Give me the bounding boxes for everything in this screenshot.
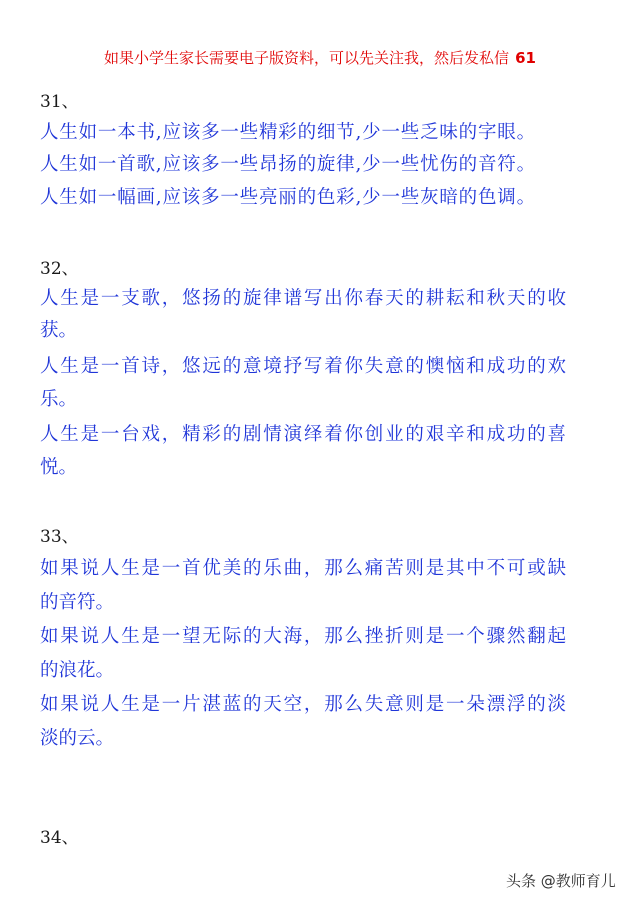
section-31-line-3: 人生如一幅画,应该多一些亮丽的色彩,少一些灰暗的色调。 — [40, 187, 536, 208]
section-number-32: 32、 — [40, 259, 79, 279]
section-32-line-3: 人生是一首诗，悠远的意境抒写着你失意的懊恼和成功的欢 — [40, 356, 568, 377]
section-number-34: 34、 — [40, 828, 79, 848]
section-31-line-2: 人生如一首歌,应该多一些昂扬的旋律,少一些忧伤的音符。 — [40, 154, 536, 175]
section-32-line-5: 人生是一台戏，精彩的剧情演绎着你创业的艰辛和成功的喜 — [40, 424, 568, 445]
section-number-33: 33、 — [40, 527, 79, 547]
header-notice — [0, 47, 640, 69]
section-32-line-1: 人生是一支歌，悠扬的旋律谱写出你春天的耕耘和秋天的收 — [40, 288, 568, 309]
section-33-line-4: 的浪花。 — [40, 660, 115, 681]
section-33-line-6: 淡的云。 — [40, 728, 115, 749]
section-33-line-3: 如果说人生是一望无际的大海，那么挫折则是一个骤然翻起 — [40, 626, 568, 647]
header-text: 如果小学生家长需要电子版资料，可以先关注我，然后发私信 — [104, 49, 510, 67]
section-number-31: 31、 — [40, 92, 79, 112]
section-33-line-5: 如果说人生是一片湛蓝的天空，那么失意则是一朵漂浮的淡 — [40, 694, 568, 715]
section-32-line-6: 悦。 — [40, 457, 78, 478]
section-31-line-1: 人生如一本书,应该多一些精彩的细节,少一些乏味的字眼。 — [40, 122, 536, 143]
page-number: 61 — [515, 49, 536, 67]
section-32-line-4: 乐。 — [40, 389, 78, 410]
section-33-line-1: 如果说人生是一首优美的乐曲，那么痛苦则是其中不可或缺 — [40, 558, 568, 579]
section-33-line-2: 的音符。 — [40, 592, 115, 613]
section-32-line-2: 获。 — [40, 320, 78, 341]
watermark: 头条 @教师育儿 — [506, 872, 616, 890]
